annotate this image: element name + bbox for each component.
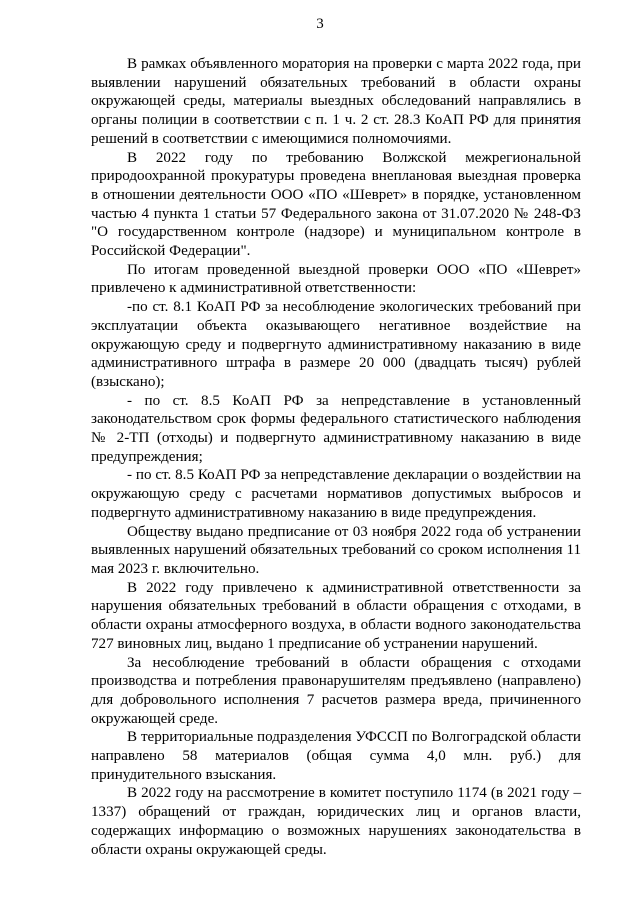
list-item-article-8-1: -по ст. 8.1 КоАП РФ за несоблюдение экологических требований при эксплуатации объекта оказывающего негативное воздействие на окружающую среду и подвергнуто административному наказанию в виде административного штрафа в размере 20 000 (двадцать тысяч) рублей (взыскано);: [91, 299, 581, 390]
paragraph-bailiff-materials: В территориальные подразделения УФССП по Волгоградской области направлено 58 материалов (общая сумма 4,0 млн. руб.) для принудительного взыскания.: [91, 729, 581, 783]
paragraph-citizen-appeals: В 2022 году на рассмотрение в комитет поступило 1174 (в 2021 году – 1337) обращений от граждан, юридических лиц и органов власти, содержащих информацию о возможных нарушениях законодательства в области охраны окружающей среды.: [91, 785, 581, 858]
list-item-article-8-5-statistics: - по ст. 8.5 КоАП РФ за непредставление в установленный законодательством срок формы федерального статистического наблюдения № 2-ТП (отходы) и подвергнуто административному наказанию в виде предупреждения;: [91, 392, 581, 465]
page-number: 3: [316, 16, 324, 32]
paragraph-order-issued: Обществу выдано предписание от 03 ноября 2022 года об устранении выявленных нарушений обязательных требований со сроком исполнения 11 мая 2023 г. включительно.: [91, 523, 581, 577]
list-item-article-8-5-declaration: - по ст. 8.5 КоАП РФ за непредставление декларации о воздействии на окружающую среду с расчетами нормативов допустимых выбросов и подвергнуто административному наказанию в виде предупреждения.: [91, 467, 581, 521]
document-body: [91, 55, 581, 859]
paragraph-moratorium: В рамках объявленного моратория на проверки с марта 2022 года, при выявлении нарушений обязательных требований в области охраны окружающей среды, материалы выездных обследований направлялись в органы полиции в соответствии с п. 1 ч. 2 ст. 28.3 КоАП РФ для принятия решений в соответствии с имеющимися полномочиями.: [91, 56, 581, 147]
paragraph-prosecutor-inspection: В 2022 году по требованию Волжской межрегиональной природоохранной прокуратуры проведена внеплановая выездная проверка в отношении деятельности ООО «ПО «Шеврет» в порядке, установленном частью 4 пункта 1 статьи 57 Федерального закона от 31.07.2020 № 248-ФЗ "О государственном контроле (надзоре) и муниципальном контроле в Российской Федерации".: [91, 149, 581, 260]
paragraph-administrative-liability: В 2022 году привлечено к административной ответственности за нарушения обязательных требований в области обращения с отходами, в области охраны атмосферного воздуха, в области водного законодательства 727 виновных лиц, выдано 1 предписание об устранении нарушений.: [91, 579, 581, 652]
paragraph-inspection-results: По итогам проведенной выездной проверки ООО «ПО «Шеврет» привлечено к административной ответственности:: [91, 261, 581, 297]
paragraph-damage-calculations: За несоблюдение требований в области обращения с отходами производства и потребления правонарушителям предъявлено (направлено) для добровольного исполнения 7 расчетов размера вреда, причиненного окружающей среде.: [91, 654, 581, 727]
